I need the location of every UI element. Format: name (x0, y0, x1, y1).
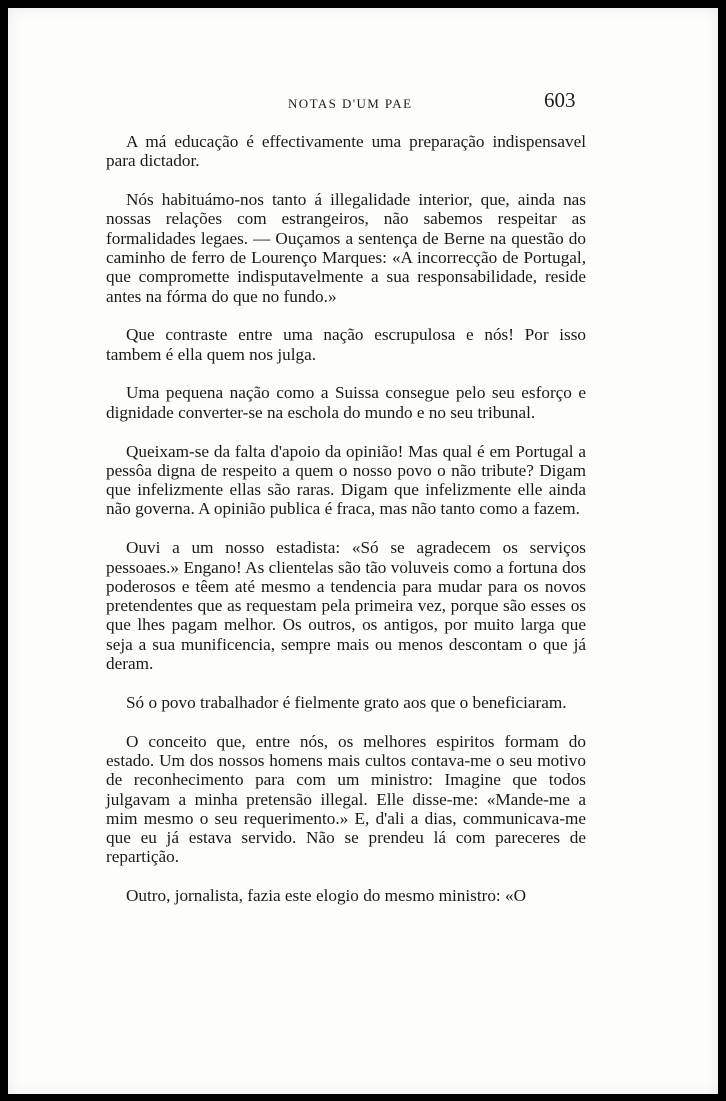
paragraph: A má educação é effectivamente uma preparação indispensavel para dictador. (106, 132, 586, 171)
book-page (8, 8, 718, 1094)
paragraph: Nós habituámo-nos tanto á illegalidade interior, que, ainda nas nossas relações com estrangeiros, não sabemos respeitar as formalidades legaes. — Ouçamos a sentença de Berne na questão do caminho de ferro de Lourenço Marques: «A incorrecção de Portugal, que compromette indisputavelmente a sua responsabilidade, reside antes na fórma do que no fundo.» (106, 190, 586, 306)
running-title: NOTAS D'UM PAE (288, 96, 413, 111)
paragraph: Que contraste entre uma nação escrupulosa e nós! Por isso tambem é ella quem nos julga. (106, 325, 586, 364)
page-header (8, 88, 718, 118)
body-text (106, 132, 586, 906)
page-number: 603 (544, 88, 576, 112)
paragraph: Só o povo trabalhador é fielmente grato aos que o beneficiaram. (126, 692, 567, 712)
paragraph: Queixam-se da falta d'apoio da opinião! Mas qual é em Portugal a pessôa digna de respeito a quem o nosso povo o não tribute? Digam que infelizmente ellas são raras. Digam que infelizmente elle ainda não governa. A opinião publica é fraca, mas não tanto como a fazem. (106, 441, 586, 519)
paragraph: Outro, jornalista, fazia este elogio do mesmo ministro: «O (126, 886, 527, 906)
paragraph: Uma pequena nação como a Suissa consegue pelo seu esforço e dignidade converter-se na eschola do mundo e no seu tribunal. (106, 383, 586, 422)
paragraph: O conceito que, entre nós, os melhores espiritos formam do estado. Um dos nossos homens mais cultos contava-me o seu motivo de reconhecimento para com um ministro: Imagine que todos julgavam a minha pretensão illegal. Elle disse-me: «Mande-me a mim mesmo o seu requerimento.» E, d'ali a dias, communicava-me que eu já estava servido. Não se prendeu lá com pareceres de repartição. (106, 731, 586, 867)
paragraph: Ouvi a um nosso estadista: «Só se agradecem os serviços pessoaes.» Engano! As clientelas são tão voluveis como a fortuna dos poderosos e têem até mesmo a tendencia para mudar para os novos pretendentes que as requestam pela primeira vez, porque são esses os que lhes pagam melhor. Os outros, os antigos, por muito larga que seja a sua munificencia, sempre mais ou menos descontam o que já deram. (106, 538, 586, 674)
